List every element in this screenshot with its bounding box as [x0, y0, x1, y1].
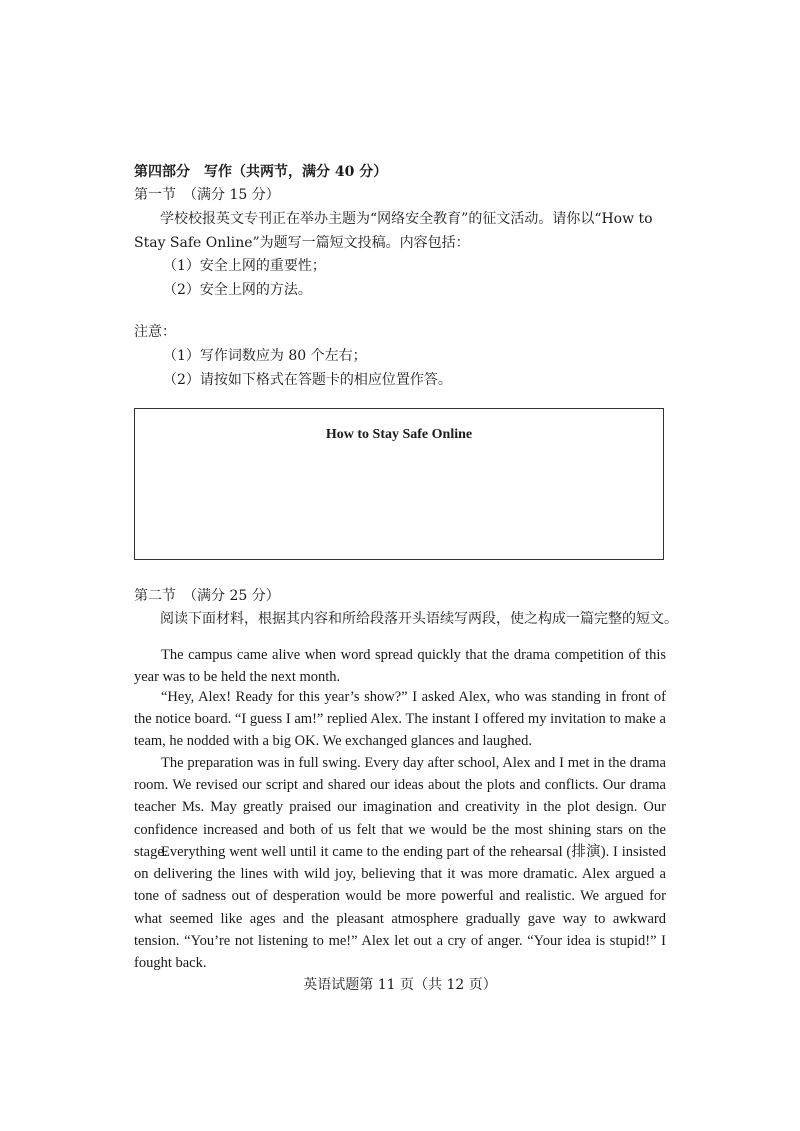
page-footer: 英语试题第 11 页（共 12 页）: [303, 977, 497, 993]
story-paragraph-1: The campus came alive when word spread quickly that the drama competition of this year was to be held the next month.: [134, 647, 666, 686]
section1-label: 第一节 （满分 15 分）: [134, 187, 280, 203]
section2-instruction: 阅读下面材料，根据其内容和所给段落开头语续写两段，使之构成一篇完整的短文。: [160, 611, 678, 627]
note-item-1: （1）写作词数应为 80 个左右；: [163, 348, 367, 364]
story-paragraph-3: The preparation was in full swing. Every day after school, Alex and I met in the drama room. We revised our script and shared our ideas about the plots and conflicts. Our drama teacher Ms. May greatly praised our imagination and creativity in the plot design. Our confidence increased and both of us felt that we would be the most shining stars on the stage.: [134, 755, 666, 860]
essay-title: How to Stay Safe Online: [325, 427, 473, 442]
answer-format-box: [134, 408, 664, 560]
content-item-1: （1）安全上网的重要性；: [163, 258, 326, 274]
notes-label: 注意：: [134, 324, 176, 340]
note-item-2: （2）请按如下格式在答题卡的相应位置作答。: [163, 372, 452, 388]
section2-label: 第二节 （满分 25 分）: [134, 588, 280, 604]
prompt-line-2: Stay Safe Online”为题写一篇短文投稿。内容包括：: [134, 235, 470, 251]
prompt-line-1: 学校校报英文专刊正在举办主题为“网络安全教育”的征文活动。请你以“How to: [160, 211, 653, 227]
part-heading: 第四部分 写作（共两节，满分 40 分）: [134, 164, 388, 180]
content-item-2: （2）安全上网的方法。: [163, 282, 312, 298]
story-paragraph-2: “Hey, Alex! Ready for this year’s show?” I asked Alex, who was standing in front of the notice board. “I guess I am!” replied Alex. The instant I offered my invitation to make a team, he nodded with a big OK. We exchanged glances and laughed.: [134, 689, 666, 750]
story-paragraph-4: Everything went well until it came to the ending part of the rehearsal (排演). I insisted on delivering the lines with wild joy, believing that it was more dramatic. Alex argued a tone of sadness out of desperation would be more powerful and realistic. We argued for what seemed like ages and the pleasant atmosphere gradually gave way to awkward tension. “You’re not listening to me!” Alex let out a cry of anger. “Your idea is stupid!” I fought back.: [134, 844, 666, 972]
